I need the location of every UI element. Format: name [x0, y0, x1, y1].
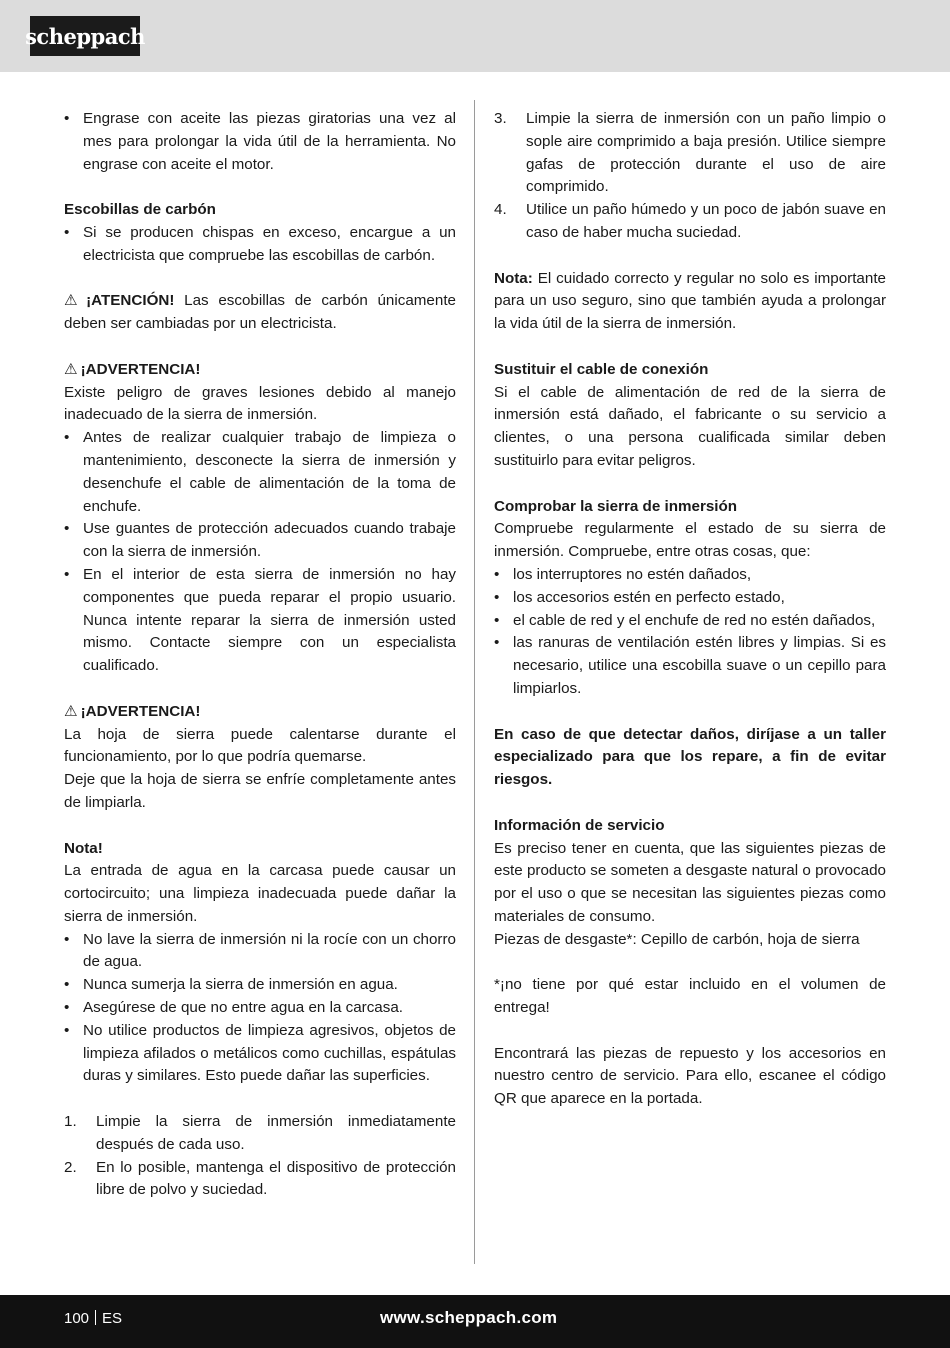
column-divider [474, 100, 475, 1264]
attention-note [64, 290, 456, 336]
page-number: 100 [64, 1310, 90, 1327]
list-item: • Use guantes de protección adecuados cuando trabaje con la sierra de inmersión. [64, 518, 456, 564]
step-text: Limpie la sierra de inmersión con un paño limpio o sople aire comprimido a baja presión. Utilice siempre gafas de protección durante el uso de aire comprimido. [526, 110, 886, 196]
left-column [64, 108, 456, 1202]
language-code: ES [102, 1310, 123, 1327]
warning-triangle-icon: ⚠ [64, 292, 84, 310]
step-number: 4. [494, 201, 507, 219]
warning-label: ¡ADVERTENCIA! [80, 360, 201, 378]
step-text: En lo posible, mantenga el dispositivo de protección libre de polvo y suciedad. [96, 1158, 456, 1199]
step-item [64, 1111, 456, 1157]
warning-heading [64, 359, 456, 382]
warning-triangle-icon: ⚠ [64, 702, 78, 720]
list-item: • Si se producen chispas en exceso, encargue a un electricista que compruebe las escobillas de carbón. [64, 222, 456, 268]
step-number: 1. [64, 1113, 77, 1131]
warning-label: ¡ADVERTENCIA! [80, 702, 201, 720]
step-item [494, 108, 886, 199]
step-item [494, 199, 886, 245]
list-item: • No utilice productos de limpieza agresivos, objetos de limpieza afilados o metálicos como cuchillas, espátulas duras y similares. Esto puede dañar las superficies. [64, 1020, 456, 1088]
servicio-text: Es preciso tener en cuenta, que las siguientes piezas de este producto se someten a desgaste natural o provocado por el uso o que se necesitan las siguientes piezas como materiales de consumo. [494, 839, 886, 925]
spare-parts-text: Encontrará las piezas de repuesto y los accesorios en nuestro centro de servicio. Para ello, escanee el código QR que aparece en la portada. [494, 1044, 886, 1108]
note-text: La entrada de agua en la carcasa puede causar un cortocircuito; una limpieza inadecuada puede dañar la sierra de inmersión. [64, 862, 456, 925]
footer-separator [95, 1310, 96, 1325]
section-heading-comprobar: Comprobar la sierra de inmersión [494, 497, 738, 515]
bullet-list [64, 222, 456, 268]
scheppach-logo: scheppach [30, 16, 140, 56]
list-item: • los accesorios estén en perfecto estado, [494, 587, 886, 610]
website-url: www.scheppach.com [380, 1308, 558, 1327]
attention-text: Las escobillas de carbón únicamente deben ser cambiadas por un electricista. [64, 292, 456, 333]
numbered-steps [64, 1111, 456, 1202]
step-text: Limpie la sierra de inmersión inmediatamente después de cada uso. [96, 1113, 456, 1153]
warning-triangle-icon: ⚠ [64, 360, 78, 378]
care-note [494, 268, 886, 336]
page-indicator [64, 1310, 122, 1327]
section-heading-servicio: Información de servicio [494, 816, 665, 834]
comprobar-text: Compruebe regularmente el estado de su sierra de inmersión. Compruebe, entre otras cosas, que: [494, 520, 886, 561]
note-heading: Nota! [64, 839, 103, 857]
note-text: El cuidado correcto y regular no solo es importante para un uso seguro, sino que también ayuda a prolongar la vida útil de la sierra de inmersión. [494, 269, 886, 333]
bullet-list [494, 564, 886, 701]
note-label: Nota: [494, 269, 533, 287]
warning-text: Existe peligro de graves lesiones debido al manejo inadecuado de la sierra de inmersión. [64, 383, 456, 424]
footnote-text: *¡no tiene por qué estar incluido en el volumen de entrega! [494, 976, 886, 1017]
wear-parts-text: Piezas de desgaste*: Cepillo de carbón, hoja de sierra [494, 930, 860, 948]
step-number: 3. [494, 110, 507, 127]
damage-notice: En caso de que detectar daños, diríjase a un taller especializado para que los repare, a fin de evitar riesgos. [494, 725, 886, 789]
list-item: • los interruptores no estén dañados, [494, 564, 886, 587]
step-text: Utilice un paño húmedo y un poco de jabón suave en caso de haber mucha suciedad. [526, 201, 886, 241]
header-bar [0, 0, 950, 72]
step-number: 2. [64, 1158, 77, 1176]
warning-text: La hoja de sierra puede calentarse durante el funcionamiento, por lo que podría quemarse. [64, 725, 456, 766]
list-item: • el cable de red y el enchufe de red no estén dañados, [494, 610, 886, 633]
bullet-list [64, 108, 456, 176]
bullet-list [64, 427, 456, 678]
numbered-steps [494, 108, 886, 245]
list-item: • Nunca sumerja la sierra de inmersión en agua. [64, 974, 456, 997]
list-item: • Asegúrese de que no entre agua en la carcasa. [64, 997, 456, 1020]
section-heading-cable: Sustituir el cable de conexión [494, 360, 709, 378]
section-heading-escobillas: Escobillas de carbón [64, 201, 216, 219]
list-item: • No lave la sierra de inmersión ni la rocíe con un chorro de agua. [64, 929, 456, 975]
cable-text: Si el cable de alimentación de red de la sierra de inmersión está dañado, el fabricante o su servicio a clientes, o una persona cualificada similar deben sustituirlo para evitar peligros. [494, 383, 886, 469]
warning-heading [64, 701, 456, 724]
list-item: • Antes de realizar cualquier trabajo de limpieza o mantenimiento, desconecte la sierra de inmersión y desenchufe el cable de alimentación de la toma de enchufe. [64, 427, 456, 518]
footer-bar [0, 1295, 950, 1348]
warning-text: Deje que la hoja de sierra se enfríe completamente antes de limpiarla. [64, 771, 456, 811]
bullet-list [64, 929, 456, 1089]
step-item [64, 1157, 456, 1203]
list-item: • Engrase con aceite las piezas giratorias una vez al mes para prolongar la vida útil de la herramienta. No engrase con aceite el motor. [64, 108, 456, 176]
attention-label: ¡ATENCIÓN! [86, 292, 175, 310]
list-item: • las ranuras de ventilación estén libres y limpias. Si es necesario, utilice una escobilla suave o un cepillo para limpiarlos. [494, 632, 886, 700]
list-item: • En el interior de esta sierra de inmersión no hay componentes que pueda reparar el propio usuario. Nunca intente reparar la sierra de inmersión usted mismo. Contacte siempre con un especialista cualificado. [64, 564, 456, 678]
right-column [494, 108, 886, 1111]
